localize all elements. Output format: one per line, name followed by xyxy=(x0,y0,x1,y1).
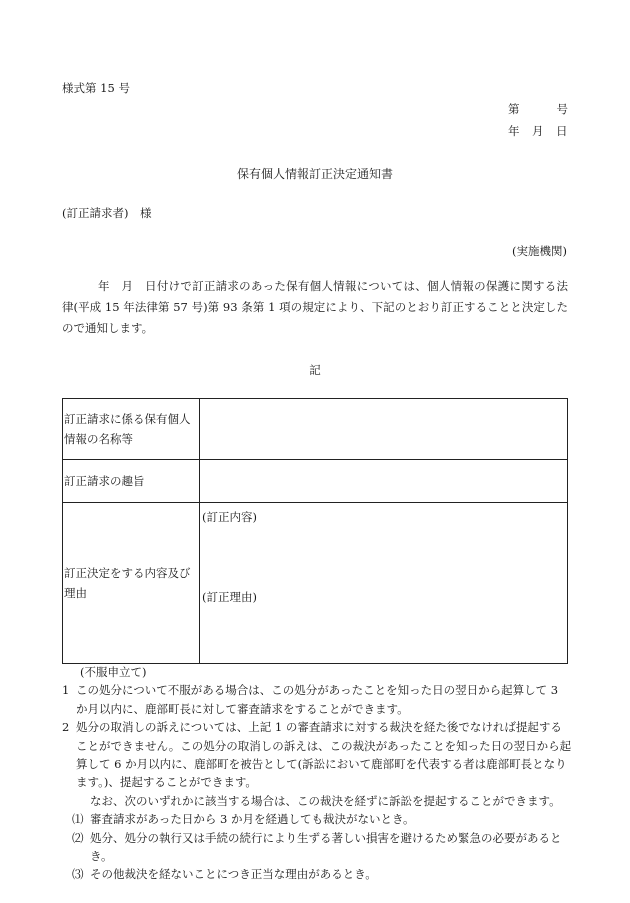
row-value-request-purpose xyxy=(200,460,568,503)
sub-item-marker: ⑵ xyxy=(72,830,84,845)
table-row xyxy=(63,399,568,460)
list-item xyxy=(62,810,572,828)
ki-heading: 記 xyxy=(309,363,321,377)
requester-line: (訂正請求者) 様 xyxy=(62,206,152,220)
appeal-notes xyxy=(62,663,572,884)
sub-item-text: 処分、処分の執行又は手続の続行により生ずる著しい損害を避けるため緊急の必要があるとき。 xyxy=(90,830,562,864)
date-month: 月 xyxy=(532,124,544,138)
date-day: 日 xyxy=(556,124,568,138)
item-text: 処分の取消しの訴えについては、上記 1 の審査請求に対する裁決を経た後でなければ提起することができません。この処分の取消しの訴えは、この裁決があったことを知った日の翌日から起算して 6 か月以内に、鹿部町を被告として(訴訟において鹿部町を代表する者は鹿部町長となります。)、提起することができます。 xyxy=(76,720,572,790)
document-number-suffix: 号 xyxy=(556,102,568,116)
item-marker: 2 xyxy=(62,720,70,735)
item-marker: 1 xyxy=(62,683,70,698)
detail-table xyxy=(62,398,568,664)
sub-item-marker: ⑶ xyxy=(72,867,84,882)
row-label-decision: 訂正決定をする内容及び理由 xyxy=(63,503,200,664)
date-year: 年 xyxy=(508,124,520,138)
sub-item-marker: ⑴ xyxy=(72,812,84,827)
list-item xyxy=(62,865,572,883)
row-label-info-name: 訂正請求に係る保有個人情報の名称等 xyxy=(63,399,200,460)
sub-item-text: その他裁決を経ないことにつき正当な理由があるとき。 xyxy=(90,867,377,882)
form-number: 様式第 15 号 xyxy=(62,81,130,95)
document-title: 保有個人情報訂正決定通知書 xyxy=(236,167,393,181)
agency-line: (実施機関) xyxy=(512,244,567,258)
list-item xyxy=(62,681,572,718)
document-number-prefix: 第 xyxy=(508,102,520,116)
table-row xyxy=(63,460,568,503)
item-text: この処分について不服がある場合は、この処分があったことを知った日の翌日から起算して 3 か月以内に、鹿部町長に対して審査請求をすることができます。 xyxy=(76,683,559,716)
row-value-decision xyxy=(200,503,568,664)
notes-heading: (不服申立て) xyxy=(80,665,147,679)
notice-body: 年 月 日付けで訂正請求のあった保有個人情報については、個人情報の保護に関する法律(平成 15 年法律第 57 号)第 93 条第 1 項の規定により、下記のとおり訂正することと決定したので通知します。 xyxy=(62,279,568,335)
table-row xyxy=(63,503,568,664)
row-label-request-purpose: 訂正請求の趣旨 xyxy=(63,460,200,503)
list-item xyxy=(62,829,572,866)
row-value-info-name xyxy=(200,399,568,460)
continuation-text: なお、次のいずれかに該当する場合は、この裁決を経ずに訴訟を提起することができます。 xyxy=(90,793,561,808)
correction-content-label: (訂正内容) xyxy=(202,510,257,524)
correction-reason-label: (訂正理由) xyxy=(202,590,257,604)
sub-item-text: 審査請求があった日から 3 か月を経過しても裁決がないとき。 xyxy=(90,812,415,827)
list-item xyxy=(62,718,572,792)
